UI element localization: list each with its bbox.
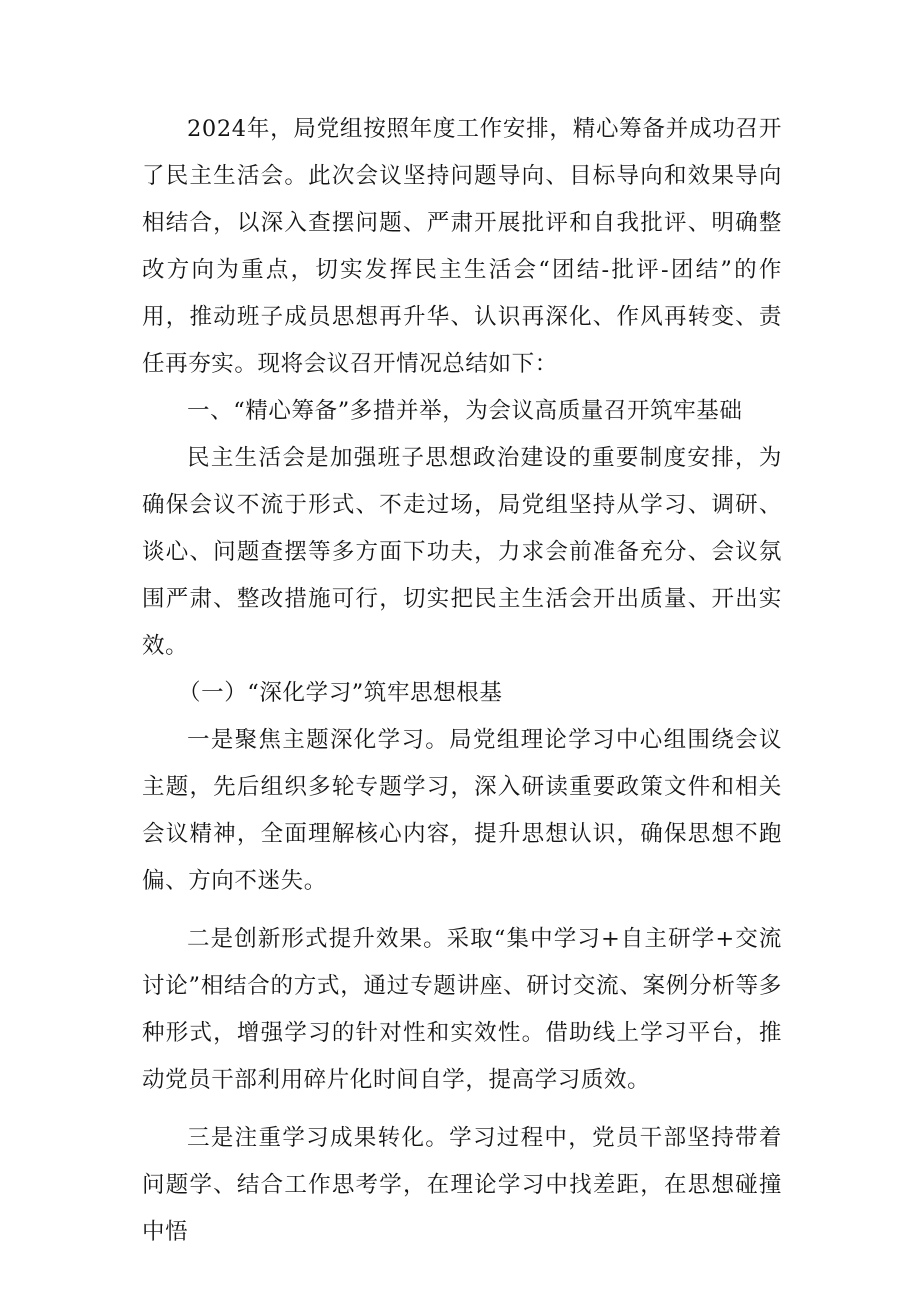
point-2-paragraph: 二是创新形式提升效果。采取“集中学习+自主研学+交流讨论”相结合的方式，通过专题讲座、研讨交流、案例分析等多种形式，增强学习的针对性和实效性。借助线上学习平台，推动党员干部利用碎片化时间自学，提高学习质效。: [142, 926, 782, 1093]
point-1-paragraph: 一是聚焦主题深化学习。局党组理论学习中心组围绕会议主题，先后组织多轮专题学习，深入研读重要政策文件和相关会议精神，全面理解核心内容，提升思想认识，确保思想不跑偏、方向不迷失。: [142, 727, 782, 894]
section-1-paragraph: 民主生活会是加强班子思想政治建设的重要制度安排，为确保会议不流于形式、不走过场，局党组坚持从学习、调研、谈心、问题查摆等多方面下功夫，力求会前准备充分、会议氛围严肃、整改措施可行，切实把民主生活会开出质量、开出实效。: [142, 445, 782, 659]
document-body: [142, 106, 782, 1256]
section-heading-1: 一、“精心筹备”多措并举，为会议高质量召开筑牢基础: [187, 398, 743, 424]
point-3-paragraph: 三是注重学习成果转化。学习过程中，党员干部坚持带着问题学、结合工作思考学，在理论学习中找差距，在思想碰撞中悟: [142, 1125, 782, 1245]
intro-paragraph: 2024年，局党组按照年度工作安排，精心筹备并成功召开了民主生活会。此次会议坚持问题导向、目标导向和效果导向相结合，以深入查摆问题、严肃开展批评和自我批评、明确整改方向为重点，切实发挥民主生活会“团结-批评-团结”的作用，推动班子成员思想再升华、认识再深化、作风再转变、责任再夯实。现将会议召开情况总结如下：: [142, 116, 782, 377]
subsection-heading-1: （一）“深化学习”筑牢思想根基: [178, 680, 503, 706]
